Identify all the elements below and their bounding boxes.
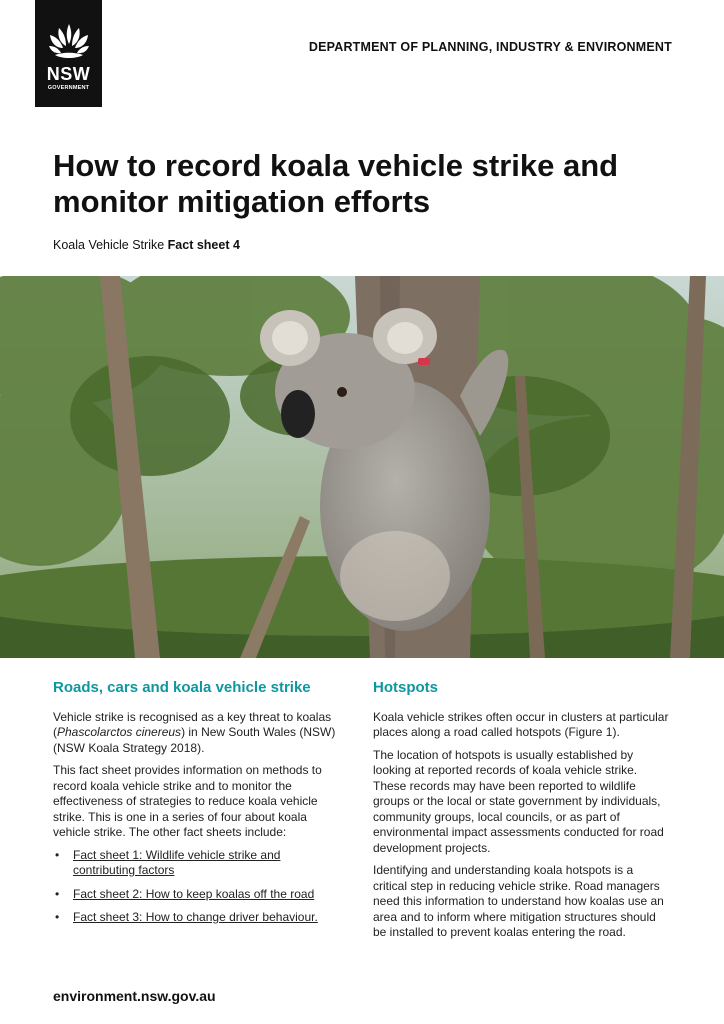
- hotspots-paragraph-3: Identifying and understanding koala hotspots is a critical step in reducing vehicle strike. Road managers need this information to understand how koalas use an area and to inform where mitigation structures should be installed to prevent koalas entering the road.: [373, 863, 664, 939]
- list-item: [53, 887, 343, 903]
- list-item: [53, 848, 343, 879]
- fact-sheet-2-link[interactable]: Fact sheet 2: How to keep koalas off the road: [73, 886, 315, 901]
- fact-sheet-list: [53, 848, 343, 926]
- intro-paragraph: Vehicle strike is recognised as a key threat to koalas (Phascolarctos cinereus) in New South Wales (NSW) (NSW Koala Strategy 2018).: [53, 709, 336, 755]
- list-item: [53, 910, 343, 926]
- fact-sheet-description: This fact sheet provides information on methods to record koala vehicle strike and to monitor the effectiveness of strategies to reduce koala vehicle strike. This is one in a series of four about koala vehicle strike. The other fact sheets include:: [53, 763, 322, 839]
- waratah-icon: [47, 22, 91, 62]
- department-name: DEPARTMENT OF PLANNING, INDUSTRY & ENVIRONMENT: [308, 40, 672, 54]
- fact-sheet-1-link[interactable]: Fact sheet 1: Wildlife vehicle strike and contributing factors: [73, 847, 281, 877]
- logo-wordmark: NSW: [46, 64, 91, 84]
- page-title: How to record koala vehicle strike and monitor mitigation efforts: [53, 148, 619, 219]
- koala-illustration: [0, 276, 724, 658]
- footer-url[interactable]: environment.nsw.gov.au: [53, 988, 216, 1004]
- koala-photo: [0, 276, 724, 658]
- series-name: Koala Vehicle Strike: [53, 238, 165, 252]
- nsw-government-logo[interactable]: [35, 0, 102, 107]
- right-column: [373, 680, 669, 948]
- fact-sheet-number: Fact sheet 4: [167, 238, 240, 252]
- hotspots-paragraph-2: The location of hotspots is usually established by looking at reported records of koala vehicle strike. These records may have been reported to wildlife groups or the local or state government by individuals, community groups, local councils, or as part of environmental impact assessments conducted for road development projects.: [373, 747, 664, 855]
- section-heading-roads: Roads, cars and koala vehicle strike: [53, 679, 311, 696]
- section-heading-hotspots: Hotspots: [373, 679, 438, 696]
- hotspots-paragraph-1: Koala vehicle strikes often occur in clusters at particular places along a road called hotspots (Figure 1).: [373, 709, 669, 739]
- subtitle: [53, 238, 240, 252]
- left-column: [53, 680, 343, 934]
- fact-sheet-3-link[interactable]: Fact sheet 3: How to change driver behaviour.: [73, 910, 318, 924]
- logo-subtext: GOVERNMENT: [47, 85, 90, 91]
- species-name: Phascolarctos cinereus: [57, 725, 182, 739]
